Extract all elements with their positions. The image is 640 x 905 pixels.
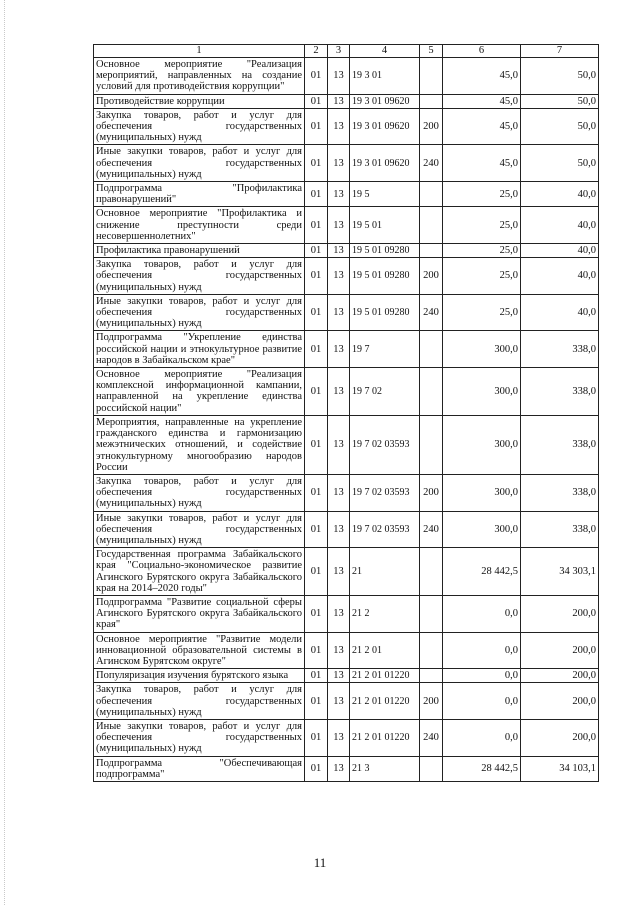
expense-type-cell: 240 [420, 294, 443, 331]
expense-type-cell: 200 [420, 108, 443, 145]
amount-year2-cell: 338,0 [521, 474, 599, 511]
subsection-code-cell: 13 [328, 669, 350, 683]
amount-year2-cell: 338,0 [521, 331, 599, 368]
amount-year1-cell: 300,0 [443, 474, 521, 511]
target-article-cell: 19 5 01 09280 [350, 244, 420, 258]
target-article-cell: 21 3 [350, 756, 420, 781]
target-article-cell: 21 2 [350, 595, 420, 632]
amount-year1-cell: 0,0 [443, 683, 521, 720]
table-row [94, 58, 599, 95]
amount-year1-cell: 28 442,5 [443, 756, 521, 781]
row-name-cell: Закупка товаров, работ и услуг для обеспечения государственных (муниципальных) нужд [94, 108, 305, 145]
row-name-cell: Иные закупки товаров, работ и услуг для обеспечения государственных (муниципальных) нужд [94, 145, 305, 182]
target-article-cell: 19 5 01 [350, 207, 420, 244]
section-code-cell: 01 [305, 669, 328, 683]
table-row [94, 511, 599, 548]
target-article-cell: 19 3 01 09620 [350, 145, 420, 182]
expense-type-cell [420, 331, 443, 368]
table-row [94, 94, 599, 108]
amount-year1-cell: 300,0 [443, 331, 521, 368]
row-name-cell: Подпрограмма "Обеспечивающая подпрограмма" [94, 756, 305, 781]
row-name-cell: Государственная программа Забайкальского края "Социально-экономическое развитие Агинского Бурятского округа Забайкальского края на 2014–2020 годы" [94, 548, 305, 596]
amount-year2-cell: 50,0 [521, 94, 599, 108]
amount-year1-cell: 0,0 [443, 595, 521, 632]
table-row [94, 719, 599, 756]
target-article-cell: 19 3 01 [350, 58, 420, 95]
table-row [94, 331, 599, 368]
table-row [94, 595, 599, 632]
row-name-cell: Закупка товаров, работ и услуг для обеспечения государственных (муниципальных) нужд [94, 258, 305, 295]
row-name-cell: Иные закупки товаров, работ и услуг для обеспечения государственных (муниципальных) нужд [94, 719, 305, 756]
subsection-code-cell: 13 [328, 108, 350, 145]
subsection-code-cell: 13 [328, 331, 350, 368]
expense-type-cell [420, 368, 443, 416]
amount-year2-cell: 40,0 [521, 258, 599, 295]
subsection-code-cell: 13 [328, 145, 350, 182]
expense-type-cell [420, 182, 443, 207]
section-code-cell: 01 [305, 548, 328, 596]
table-row [94, 683, 599, 720]
target-article-cell: 19 7 02 [350, 368, 420, 416]
amount-year1-cell: 25,0 [443, 182, 521, 207]
amount-year2-cell: 40,0 [521, 182, 599, 207]
target-article-cell: 19 7 02 03593 [350, 415, 420, 474]
table-row [94, 756, 599, 781]
amount-year1-cell: 45,0 [443, 145, 521, 182]
section-code-cell: 01 [305, 258, 328, 295]
row-name-cell: Противодействие коррупции [94, 94, 305, 108]
expense-type-cell [420, 595, 443, 632]
table-row [94, 368, 599, 416]
section-code-cell: 01 [305, 632, 328, 669]
amount-year1-cell: 0,0 [443, 632, 521, 669]
amount-year2-cell: 200,0 [521, 595, 599, 632]
section-code-cell: 01 [305, 415, 328, 474]
amount-year1-cell: 25,0 [443, 294, 521, 331]
amount-year2-cell: 200,0 [521, 719, 599, 756]
section-code-cell: 01 [305, 474, 328, 511]
expense-type-cell: 200 [420, 474, 443, 511]
page-number: 11 [313, 855, 327, 870]
amount-year2-cell: 200,0 [521, 669, 599, 683]
budget-table [93, 44, 599, 782]
expense-type-cell [420, 58, 443, 95]
table-row [94, 474, 599, 511]
target-article-cell: 19 3 01 09620 [350, 108, 420, 145]
table-row [94, 145, 599, 182]
subsection-code-cell: 13 [328, 683, 350, 720]
subsection-code-cell: 13 [328, 58, 350, 95]
header-cell-1: 1 [94, 45, 305, 58]
section-code-cell: 01 [305, 294, 328, 331]
amount-year2-cell: 40,0 [521, 207, 599, 244]
amount-year2-cell: 50,0 [521, 108, 599, 145]
row-name-cell: Основное мероприятие "Реализация мероприятий, направленных на создание условий для противодействия коррупции" [94, 58, 305, 95]
subsection-code-cell: 13 [328, 632, 350, 669]
target-article-cell: 21 2 01 01220 [350, 669, 420, 683]
target-article-cell: 19 7 02 03593 [350, 511, 420, 548]
subsection-code-cell: 13 [328, 244, 350, 258]
expense-type-cell [420, 756, 443, 781]
amount-year2-cell: 50,0 [521, 145, 599, 182]
subsection-code-cell: 13 [328, 294, 350, 331]
expense-type-cell: 240 [420, 719, 443, 756]
row-name-cell: Основное мероприятие "Развитие модели инновационной образовательной системы в Агинском Бурятском округе" [94, 632, 305, 669]
header-cell-4: 4 [350, 45, 420, 58]
table-row [94, 182, 599, 207]
target-article-cell: 21 2 01 01220 [350, 719, 420, 756]
subsection-code-cell: 13 [328, 182, 350, 207]
target-article-cell: 19 5 01 09280 [350, 258, 420, 295]
subsection-code-cell: 13 [328, 368, 350, 416]
amount-year1-cell: 25,0 [443, 244, 521, 258]
row-name-cell: Закупка товаров, работ и услуг для обеспечения государственных (муниципальных) нужд [94, 683, 305, 720]
section-code-cell: 01 [305, 719, 328, 756]
target-article-cell: 19 5 [350, 182, 420, 207]
table-row [94, 258, 599, 295]
row-name-cell: Мероприятия, направленные на укрепление гражданского единства и гармонизацию межэтнических отношений, и содействие этнокультурному многообразию народов России [94, 415, 305, 474]
section-code-cell: 01 [305, 511, 328, 548]
row-name-cell: Подпрограмма "Развитие социальной сферы Агинского Бурятского округа Забайкальского края" [94, 595, 305, 632]
section-code-cell: 01 [305, 182, 328, 207]
amount-year2-cell: 34 103,1 [521, 756, 599, 781]
target-article-cell: 19 7 [350, 331, 420, 368]
target-article-cell: 21 2 01 01220 [350, 683, 420, 720]
expense-type-cell: 200 [420, 258, 443, 295]
amount-year1-cell: 25,0 [443, 207, 521, 244]
target-article-cell: 19 5 01 09280 [350, 294, 420, 331]
table-row [94, 632, 599, 669]
amount-year1-cell: 0,0 [443, 669, 521, 683]
expense-type-cell [420, 632, 443, 669]
section-code-cell: 01 [305, 683, 328, 720]
amount-year1-cell: 300,0 [443, 511, 521, 548]
amount-year2-cell: 34 303,1 [521, 548, 599, 596]
amount-year1-cell: 300,0 [443, 415, 521, 474]
row-name-cell: Основное мероприятие "Реализация комплексной информационной кампании, направленной на укрепление единства российской нации" [94, 368, 305, 416]
expense-type-cell [420, 669, 443, 683]
subsection-code-cell: 13 [328, 756, 350, 781]
amount-year1-cell: 0,0 [443, 719, 521, 756]
section-code-cell: 01 [305, 756, 328, 781]
amount-year2-cell: 200,0 [521, 632, 599, 669]
section-code-cell: 01 [305, 108, 328, 145]
target-article-cell: 19 7 02 03593 [350, 474, 420, 511]
row-name-cell: Подпрограмма "Укрепление единства российской нации и этнокультурное развитие народов в Забайкальском крае" [94, 331, 305, 368]
target-article-cell: 19 3 01 09620 [350, 94, 420, 108]
row-name-cell: Иные закупки товаров, работ и услуг для обеспечения государственных (муниципальных) нужд [94, 294, 305, 331]
row-name-cell: Популяризация изучения бурятского языка [94, 669, 305, 683]
subsection-code-cell: 13 [328, 595, 350, 632]
section-code-cell: 01 [305, 207, 328, 244]
row-name-cell: Закупка товаров, работ и услуг для обеспечения государственных (муниципальных) нужд [94, 474, 305, 511]
expense-type-cell [420, 207, 443, 244]
expense-type-cell [420, 415, 443, 474]
expense-type-cell [420, 244, 443, 258]
header-cell-5: 5 [420, 45, 443, 58]
row-name-cell: Профилактика правонарушений [94, 244, 305, 258]
subsection-code-cell: 13 [328, 415, 350, 474]
row-name-cell: Иные закупки товаров, работ и услуг для обеспечения государственных (муниципальных) нужд [94, 511, 305, 548]
table-row [94, 108, 599, 145]
expense-type-cell [420, 548, 443, 596]
table-row [94, 244, 599, 258]
table-row [94, 415, 599, 474]
expense-type-cell: 240 [420, 511, 443, 548]
row-name-cell: Подпрограмма "Профилактика правонарушений" [94, 182, 305, 207]
section-code-cell: 01 [305, 58, 328, 95]
amount-year1-cell: 300,0 [443, 368, 521, 416]
expense-type-cell: 200 [420, 683, 443, 720]
section-code-cell: 01 [305, 331, 328, 368]
header-cell-7: 7 [521, 45, 599, 58]
subsection-code-cell: 13 [328, 94, 350, 108]
amount-year1-cell: 45,0 [443, 94, 521, 108]
amount-year1-cell: 25,0 [443, 258, 521, 295]
subsection-code-cell: 13 [328, 548, 350, 596]
subsection-code-cell: 13 [328, 511, 350, 548]
header-cell-6: 6 [443, 45, 521, 58]
section-code-cell: 01 [305, 145, 328, 182]
table-row [94, 207, 599, 244]
subsection-code-cell: 13 [328, 719, 350, 756]
amount-year2-cell: 338,0 [521, 415, 599, 474]
amount-year1-cell: 28 442,5 [443, 548, 521, 596]
amount-year2-cell: 50,0 [521, 58, 599, 95]
header-cell-3: 3 [328, 45, 350, 58]
amount-year1-cell: 45,0 [443, 58, 521, 95]
target-article-cell: 21 [350, 548, 420, 596]
header-cell-2: 2 [305, 45, 328, 58]
amount-year2-cell: 40,0 [521, 244, 599, 258]
subsection-code-cell: 13 [328, 258, 350, 295]
amount-year2-cell: 40,0 [521, 294, 599, 331]
table-row [94, 548, 599, 596]
subsection-code-cell: 13 [328, 207, 350, 244]
row-name-cell: Основное мероприятие "Профилактика и снижение преступности среди несовершеннолетних" [94, 207, 305, 244]
subsection-code-cell: 13 [328, 474, 350, 511]
expense-type-cell [420, 94, 443, 108]
expense-type-cell: 240 [420, 145, 443, 182]
amount-year2-cell: 338,0 [521, 511, 599, 548]
section-code-cell: 01 [305, 244, 328, 258]
table-header-row [94, 45, 599, 58]
amount-year1-cell: 45,0 [443, 108, 521, 145]
section-code-cell: 01 [305, 94, 328, 108]
scan-edge-dots [4, 0, 5, 905]
amount-year2-cell: 200,0 [521, 683, 599, 720]
section-code-cell: 01 [305, 595, 328, 632]
target-article-cell: 21 2 01 [350, 632, 420, 669]
table-row [94, 669, 599, 683]
amount-year2-cell: 338,0 [521, 368, 599, 416]
section-code-cell: 01 [305, 368, 328, 416]
table-row [94, 294, 599, 331]
